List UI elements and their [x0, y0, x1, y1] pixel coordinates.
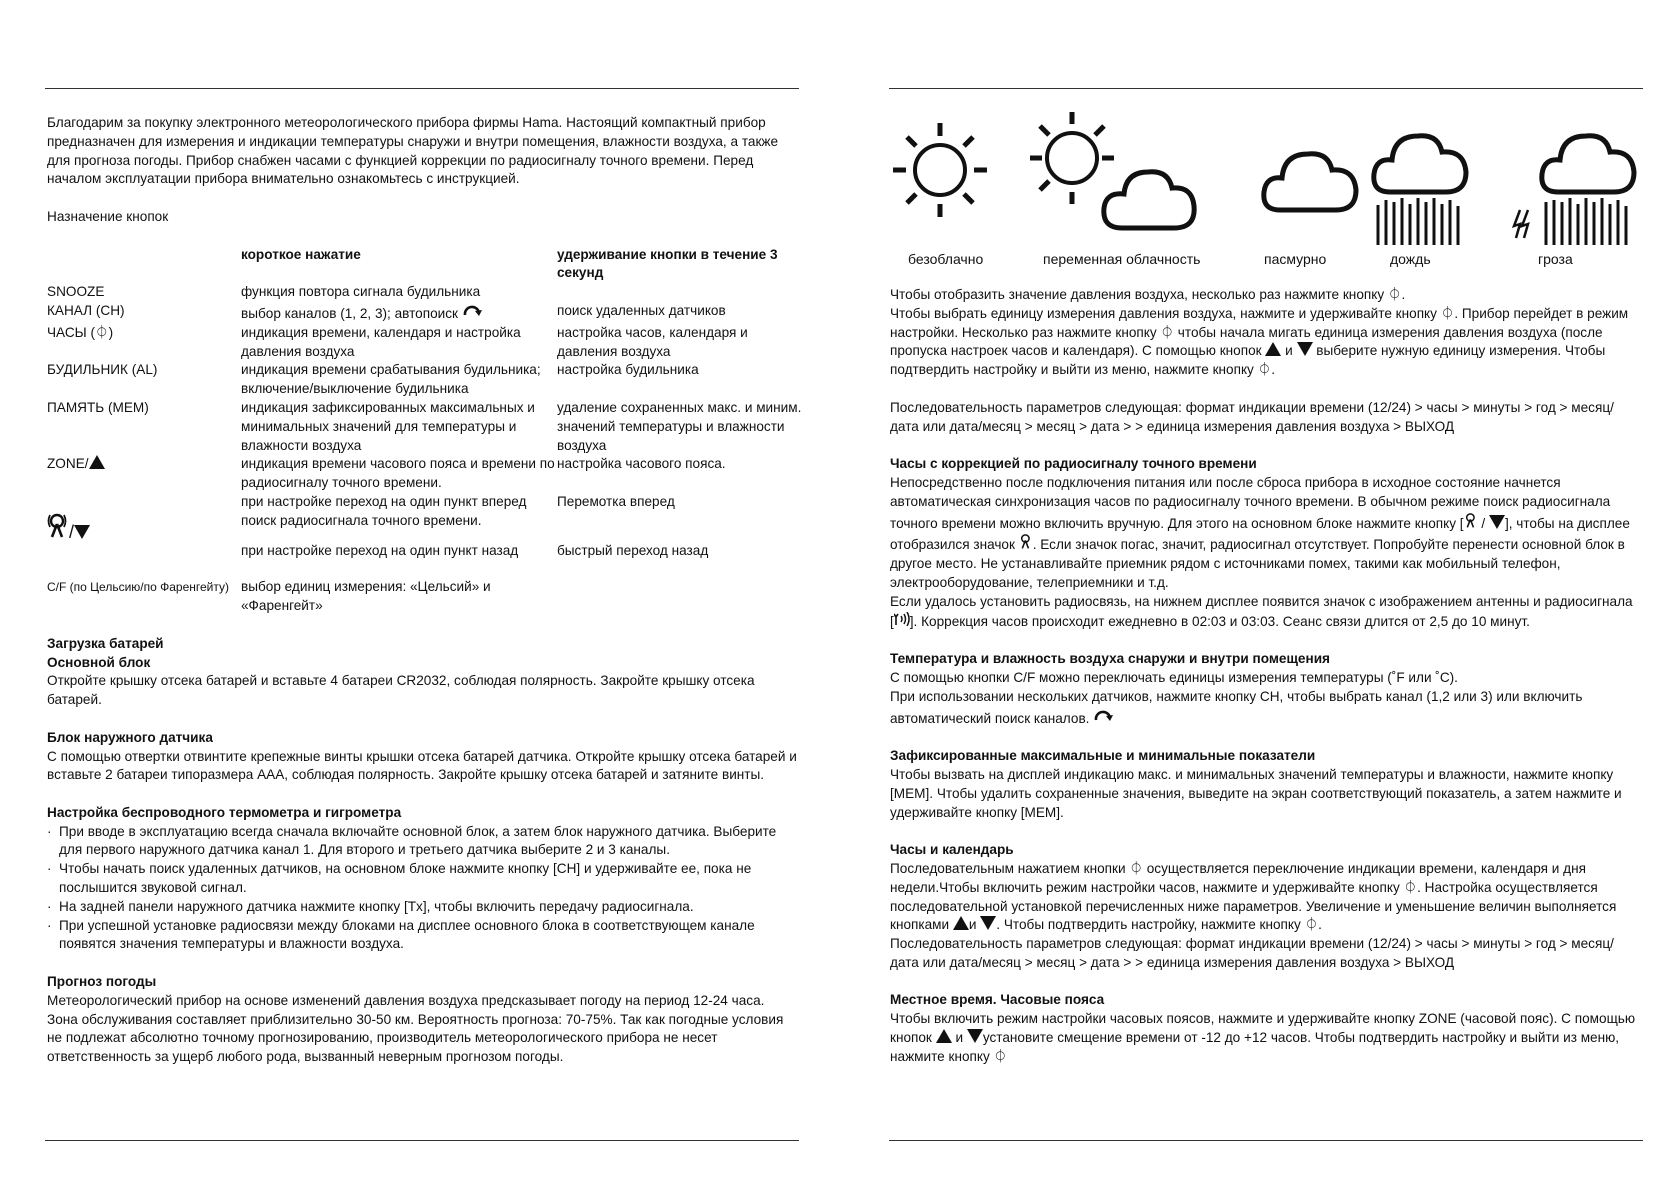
right-page — [890, 110, 1640, 1067]
list-item-text: Чтобы начать поиск удаленных датчиков, на основном блоке нажмите кнопку [CH] и удерживайте ее, пока не послышится звуковой сигнал. — [59, 861, 752, 896]
key-zone-label: ZONE/ — [47, 456, 89, 472]
buttons-table-head — [47, 246, 805, 284]
short-action-text: выбор каналов (1, 2, 3); автопоиск — [241, 305, 458, 321]
label-storm: гроза — [1538, 251, 1573, 267]
mem-text: Чтобы вызвать на дисплей индикацию макс. и минимальных значений температуры и влажности, нажмите кнопку [MEM]. Чтобы удалить сохраненные значения, выведите на экран соответствующий показатель, а затем нажмите и удерживайте кнопку [MEM]. — [890, 766, 1622, 820]
zone-text-a: Чтобы включить режим настройки часовых поясов, нажмите и удерживайте кнопку ZONE (часовой пояс). С помощью кнопок — [890, 1011, 1636, 1046]
zone-text-b: и — [955, 1030, 964, 1046]
long-action: Перемотка вперед — [557, 493, 675, 509]
table-row — [47, 542, 805, 561]
radio-text-1d: . Если значок погас, значит, радиосигнал отсутствует. Попробуйте перенести основной блок в другое место. Не устанавливайте приемник рядом с источниками помех, такими как мобильный телефон, электрооборудование, телеприемники и т.д. — [890, 537, 1625, 590]
storm-icon — [1510, 130, 1640, 250]
key-channel: КАНАЛ (CH) — [47, 302, 125, 318]
down-arrow-icon — [1489, 515, 1505, 529]
up-arrow-icon — [1265, 342, 1281, 356]
short-action: выбор единиц измерения: «Цельсий» и «Фаренгейт» — [241, 579, 491, 614]
radio-tower-icon — [1464, 516, 1478, 531]
long-action — [557, 578, 805, 616]
label-clear: безоблачно — [908, 251, 984, 267]
bottom-rule-right — [889, 1140, 1643, 1141]
down-arrow-icon — [74, 525, 90, 539]
antenna-signal-icon — [894, 614, 910, 629]
list-item: · Чтобы начать поиск удаленных датчиков, на основном блоке нажмите кнопку [CH] и удерживайте ее, пока не послышится звуковой сигнал. — [47, 860, 797, 898]
forecast-text: Метеорологический прибор на основе изменений давления воздуха предсказывает погоду на период 12-24 часа. Зона обслуживания составляет приблизительно 30-50 км. Вероятность прогноза: 70-75%. Так как погодные условия не подлежат абсолютно точному прогнозированию, производитель метеорологического прибора не несет ответственность за ущерб любого рода, вызванный неверным прогнозом погоды. — [47, 992, 784, 1065]
main-unit-title: Основной блок — [47, 654, 151, 670]
short-action: поиск радиосигнала точного времени. — [241, 512, 482, 528]
key-cf: C/F (по Цельсию/по Фаренгейту) — [47, 580, 230, 595]
table-row — [47, 324, 805, 362]
list-item-text: На задней панели наружного датчика нажмите кнопку [Tx], чтобы включить передачу радиосигнала. — [59, 898, 694, 914]
weather-icons — [890, 110, 1640, 250]
table-row — [47, 578, 805, 616]
zone-text-c: установите смещение времени от -12 до +12 часов. Чтобы подтвердить настройку и выйти из меню, нажмите кнопку ⏀ — [890, 1030, 1620, 1064]
down-arrow-icon — [967, 1029, 983, 1043]
top-rule-right — [889, 88, 1643, 89]
short-action: индикация времени часового пояса и времени по радиосигналу точного времени. — [241, 456, 555, 491]
radio-title: Часы с коррекцией по радиосигналу точного времени — [890, 456, 1257, 472]
rain-icon — [1370, 130, 1470, 250]
long-action: удаление сохраненных макс. и миним. значений температуры и влажности воздуха — [557, 399, 802, 453]
key-memory: ПАМЯТЬ (MEM) — [47, 399, 149, 415]
key-radio — [47, 512, 241, 542]
short-action — [241, 302, 557, 324]
temp-text-1: С помощью кнопки C/F можно переключать единицы измерения температуры (˚F или ˚C). — [890, 669, 1458, 685]
head-long: удерживание кнопки в течение 3 секунд — [557, 246, 778, 281]
table-row — [47, 361, 805, 399]
mem-title: Зафиксированные максимальные и минимальные показатели — [890, 748, 1316, 764]
cloudy-icon — [1260, 130, 1360, 230]
batteries-title: Загрузка батарей — [47, 635, 164, 651]
radio-text-1c: ], чтобы на дисплее отобразился значок — [890, 515, 1630, 553]
short-action: индикация времени, календаря и настройка давления воздуха — [241, 324, 521, 359]
clock-text — [890, 860, 1640, 935]
table-row — [47, 512, 805, 542]
key-snooze: SNOOZE — [47, 284, 105, 300]
radio-text-1 — [890, 474, 1640, 593]
key-empty — [47, 493, 241, 512]
long-action: настройка будильника — [557, 362, 699, 378]
key-alarm: БУДИЛЬНИК (AL) — [47, 362, 158, 378]
temp-text-2a: При использовании нескольких датчиков, нажмите кнопку CH, чтобы выбрать канал (1,2 или 3) или включить автоматический поиск каналов. — [890, 688, 1583, 726]
clock-text-b: и — [968, 917, 977, 933]
sunny-icon — [890, 120, 990, 220]
table-row — [47, 493, 805, 512]
long-action: поиск удаленных датчиков — [557, 302, 726, 318]
refresh-icon — [462, 306, 482, 321]
left-page — [47, 114, 802, 1067]
short-action: индикация времени срабатывания будильника; включение/выключение будильника — [241, 362, 541, 397]
list-item: · На задней панели наружного датчика нажмите кнопку [Tx], чтобы включить передачу радиосигнала. — [47, 898, 797, 917]
short-action: функция повтора сигнала будильника — [241, 284, 481, 300]
list-item: · При успешной установке радиосвязи между блоками на дисплее основного блока в соответствующем канале появятся значения температуры и влажности воздуха. — [47, 917, 797, 955]
pressure-text-2c: выберите нужную единицу измерения. Чтобы подтвердить настройку и выйти из меню, нажмите кнопку ⏀. — [890, 343, 1606, 378]
radio-tower-icon — [1019, 537, 1033, 552]
weather-labels — [890, 250, 1640, 272]
table-row — [47, 455, 805, 493]
clock-text-a: Последовательным нажатием кнопки ⏀ осуществляется переключение индикации времени, календаря и дня недели.Чтобы включить режим настройки часов, нажмите и удерживайте кнопку ⏀. Настройка осуществляется последовательной установкой перечисленных ниже параметров. Увеличение и уменьшение величин выполняется кнопками — [890, 860, 1617, 933]
label-rain: дождь — [1390, 251, 1431, 267]
key-radio-sep: / — [69, 521, 75, 542]
long-action: быстрый переход назад — [557, 542, 709, 558]
buttons-title: Назначение кнопок — [47, 208, 169, 224]
radio-text-2b: ]. Коррекция часов происходит ежедневно в 02:03 и 03:03. Сеанс связи длится от 2,5 до 10 минут. — [909, 613, 1530, 629]
key-empty — [47, 542, 241, 561]
table-row — [47, 283, 805, 302]
buttons-table — [47, 246, 805, 616]
key-zone — [47, 455, 241, 493]
long-action: настройка часового пояса. — [557, 456, 726, 472]
up-arrow-icon — [89, 455, 105, 469]
long-action: настройка часов, календаря и давления воздуха — [557, 324, 748, 359]
temp-title: Температура и влажность воздуха снаружи и внутри помещения — [890, 651, 1330, 667]
pressure-text-2a: Чтобы выбрать единицу измерения давления воздуха, нажмите и удерживайте кнопку ⏀. Прибор перейдет в режим настройки. Несколько раз нажмите кнопку ⏀ чтобы начала мигать единица измерения давления воздуха (после пропуска настроек часов и календаря). С помощью кнопок — [890, 305, 1629, 359]
down-arrow-icon — [1297, 342, 1313, 356]
pressure-text-1: Чтобы отобразить значение давления воздуха, несколько раз нажмите кнопку ⏀. — [890, 287, 1406, 302]
up-arrow-icon — [953, 916, 969, 930]
top-rule-left — [45, 88, 799, 89]
intro-text: Благодарим за покупку электронного метеорологического прибора фирмы Hama. Настоящий компактный прибор предназначен для измерения и индикации температуры снаружи и внутри помещения, влажности воздуха, а также для прогноза погоды. Прибор снабжен часами с функцией коррекции по радиосигналу точного времени. Перед началом эксплуатации прибора внимательно ознакомьтесь с инструкцией. — [47, 115, 779, 187]
partly-cloudy-icon — [1030, 110, 1210, 240]
radio-text-1a: Непосредственно после подключения питания или после сброса прибора в исходное состояние начнется автоматическая синхронизация часов по радиосигналу точного времени. В обычном режиме поиск радиосигнала точного времени можно включить вручную. Для этого на основном блоке нажмите кнопку [ — [890, 474, 1611, 531]
table-row-spacer — [47, 560, 805, 578]
down-arrow-icon — [980, 916, 996, 930]
pressure-text-2 — [890, 305, 1640, 380]
clock-sequence: Последовательность параметров следующая: формат индикации времени (12/24) > часы > минуты > год > месяц/дата или дата/месяц > месяц > дата > > единица измерения давления воздуха > ВЫХОД — [890, 936, 1614, 970]
radio-text-2 — [890, 593, 1640, 632]
list-item: · При вводе в эксплуатацию всегда сначала включайте основной блок, а затем блок наружного датчика. Выберите для первого наружного датчика канал 1. Для второго и третьего датчика выберите 2 и 3 каналы. — [47, 823, 797, 861]
pressure-sequence: Последовательность параметров следующая: формат индикации времени (12/24) > часы > минуты > год > месяц/дата или дата/месяц > месяц > дата > > единица измерения давления воздуха > ВЫХОД — [890, 399, 1614, 434]
table-row — [47, 302, 805, 324]
short-action: индикация зафиксированных максимальных и минимальных значений для температуры и влажности воздуха — [241, 399, 535, 453]
radio-text-2a: Если удалось установить радиосвязь, на нижнем дисплее появится значок с изображением антенны и радиосигнала [ — [890, 593, 1633, 629]
outdoor-unit-title: Блок наружного датчика — [47, 729, 213, 745]
pressure-text-2b: и — [1285, 343, 1293, 359]
radio-text-1b: / — [1481, 515, 1486, 531]
clock-title: Часы и календарь — [890, 842, 1014, 858]
zone-text — [890, 1010, 1640, 1066]
key-clock: ЧАСЫ (⏀) — [47, 324, 114, 340]
long-action — [557, 512, 805, 542]
label-partly-cloudy: переменная облачность — [1043, 251, 1201, 267]
label-overcast: пасмурно — [1264, 251, 1327, 267]
forecast-title: Прогноз погоды — [47, 974, 157, 990]
main-unit-text: Откройте крышку отсека батарей и вставьте 4 батареи CR2032, соблюдая полярность. Закройте крышку отсека батарей. — [47, 673, 755, 708]
temp-text-2 — [890, 688, 1640, 729]
up-arrow-icon — [936, 1029, 952, 1043]
radio-tower-icon — [47, 522, 69, 542]
list-item-text: При успешной установке радиосвязи между блоками на дисплее основного блока в соответствующем канале появятся значения температуры и влажности воздуха. — [59, 917, 755, 952]
list-item-text: При вводе в эксплуатацию всегда сначала включайте основной блок, а затем блок наружного датчика. Выберите для первого наружного датчика канал 1. Для второго и третьего датчика выберите 2 и 3 каналы. — [59, 823, 777, 858]
setup-title: Настройка беспроводного термометра и гигрометра — [47, 804, 402, 820]
clock-text-c: . Чтобы подтвердить настройку, нажмите кнопку ⏀. — [996, 917, 1322, 933]
table-row — [47, 399, 805, 455]
refresh-icon — [1093, 711, 1113, 726]
long-action — [557, 283, 805, 302]
short-action: при настройке переход на один пункт вперед — [241, 493, 527, 509]
zone-title: Местное время. Часовые пояса — [890, 992, 1105, 1008]
short-action: при настройке переход на один пункт назад — [241, 542, 519, 558]
outdoor-unit-text: С помощью отвертки отвинтите крепежные винты крышки отсека батарей датчика. Откройте крышку отсека батарей и вставьте 2 батареи типоразмера AAA, соблюдая полярность. Закройте крышку отсека батарей и затяните винты. — [47, 748, 797, 783]
head-short: короткое нажатие — [241, 246, 361, 262]
bottom-rule-left — [45, 1140, 799, 1141]
